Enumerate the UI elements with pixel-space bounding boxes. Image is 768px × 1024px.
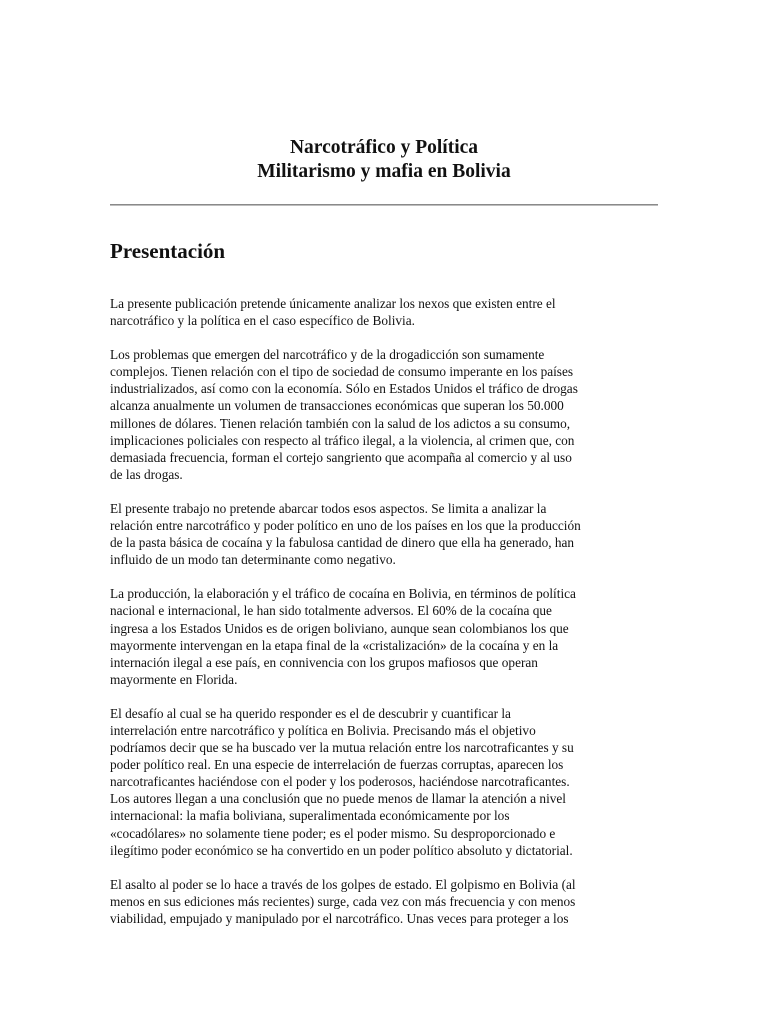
paragraph-5 bbox=[110, 705, 662, 859]
paragraph-line: internacional: la mafia boliviana, superalimentada económicamente por los bbox=[110, 808, 510, 824]
paragraph-line: viabilidad, empujado y manipulado por el narcotráfico. Unas veces para proteger a los bbox=[110, 910, 569, 926]
paragraph-line: El desafío al cual se ha querido responder es el de descubrir y cuantificar la bbox=[110, 705, 511, 721]
paragraph-1 bbox=[110, 295, 662, 329]
paragraph-line: interrelación entre narcotráfico y política en Bolivia. Precisando más el objetivo bbox=[110, 722, 536, 738]
paragraph-line: ilegítimo poder económico se ha convertido en un poder político absoluto y dictatorial. bbox=[110, 842, 573, 858]
paragraph-line: relación entre narcotráfico y poder político en uno de los países en los que la producción bbox=[110, 518, 581, 534]
paragraph-line: de la pasta básica de cocaína y la fabulosa cantidad de dinero que ella ha generado, han bbox=[110, 535, 575, 551]
paragraph-line: narcotraficantes haciéndose con el poder y los poderosos, haciéndose narcotraficantes. bbox=[110, 774, 570, 790]
paragraph-line: internación ilegal a ese país, en connivencia con los grupos mafiosos que operan bbox=[110, 654, 538, 670]
body-text bbox=[110, 295, 662, 944]
paragraph-4 bbox=[110, 585, 662, 688]
paragraph-line: mayormente en Florida. bbox=[110, 671, 238, 687]
paragraph-line: millones de dólares. Tienen relación también con la salud de los adictos a su consumo, bbox=[110, 415, 571, 431]
paragraph-line: industrializados, así como con la economía. Sólo en Estados Unidos el tráfico de drogas bbox=[110, 381, 578, 397]
title-line-1: Narcotráfico y Política bbox=[289, 137, 479, 158]
paragraph-line: alcanza anualmente un volumen de transacciones económicas que superan los 50.000 bbox=[110, 398, 564, 414]
section-heading: Presentación bbox=[110, 239, 226, 263]
paragraph-line: La presente publicación pretende únicamente analizar los nexos que existen entre el bbox=[110, 296, 556, 311]
paragraph-line: demasiada frecuencia, forman el cortejo sangriento que acompaña al comercio y al uso bbox=[110, 449, 572, 465]
paragraph-line: de las drogas. bbox=[110, 466, 183, 482]
paragraph-6 bbox=[110, 876, 662, 927]
title-line-2: Militarismo y mafia en Bolivia bbox=[257, 161, 511, 182]
paragraph-line: podríamos decir que se ha buscado ver la mutua relación entre los narcotraficantes y su bbox=[110, 740, 574, 756]
title-divider bbox=[110, 204, 658, 206]
paragraph-2 bbox=[110, 346, 662, 483]
paragraph-line: El asalto al poder se lo hace a través de los golpes de estado. El golpismo en Bolivia (al bbox=[110, 876, 576, 892]
paragraph-line: influido de un modo tan determinante como negativo. bbox=[110, 552, 396, 568]
paragraph-line: El presente trabajo no pretende abarcar todos esos aspectos. Se limita a analizar la bbox=[110, 500, 547, 516]
document-title bbox=[110, 136, 658, 184]
paragraph-line: mayormente intervengan en la etapa final de la «cristalización» de la cocaína y en la bbox=[110, 637, 559, 653]
paragraph-line: Los autores llegan a una conclusión que no puede menos de llamar la atención a nivel bbox=[110, 791, 567, 807]
paragraph-line: Los problemas que emergen del narcotráfico y de la drogadicción son sumamente bbox=[110, 347, 545, 363]
paragraph-line: implicaciones policiales con respecto al tráfico ilegal, a la violencia, al crimen que, con bbox=[110, 432, 575, 448]
paragraph-line: ingresa a los Estados Unidos es de origen boliviano, aunque sean colombianos los que bbox=[110, 620, 569, 636]
paragraph-line: La producción, la elaboración y el tráfico de cocaína en Bolivia, en términos de política bbox=[110, 586, 576, 602]
paragraph-line: narcotráfico y la política en el caso específico de Bolivia. bbox=[110, 313, 415, 329]
paragraph-3 bbox=[110, 500, 662, 568]
paragraph-line: poder político real. En una especie de interrelación de fuerzas corruptas, aparecen los bbox=[110, 757, 564, 773]
paragraph-line: menos en sus ediciones más recientes) surge, cada vez con más frecuencia y con menos bbox=[110, 893, 576, 909]
paragraph-line: complejos. Tienen relación con el tipo de sociedad de consumo imperante en los países bbox=[110, 364, 574, 380]
paragraph-line: «cocadólares» no solamente tiene poder; es el poder mismo. Su desproporcionado e bbox=[110, 825, 556, 841]
paragraph-line: nacional e internacional, le han sido totalmente adversos. El 60% de la cocaína que bbox=[110, 603, 552, 619]
